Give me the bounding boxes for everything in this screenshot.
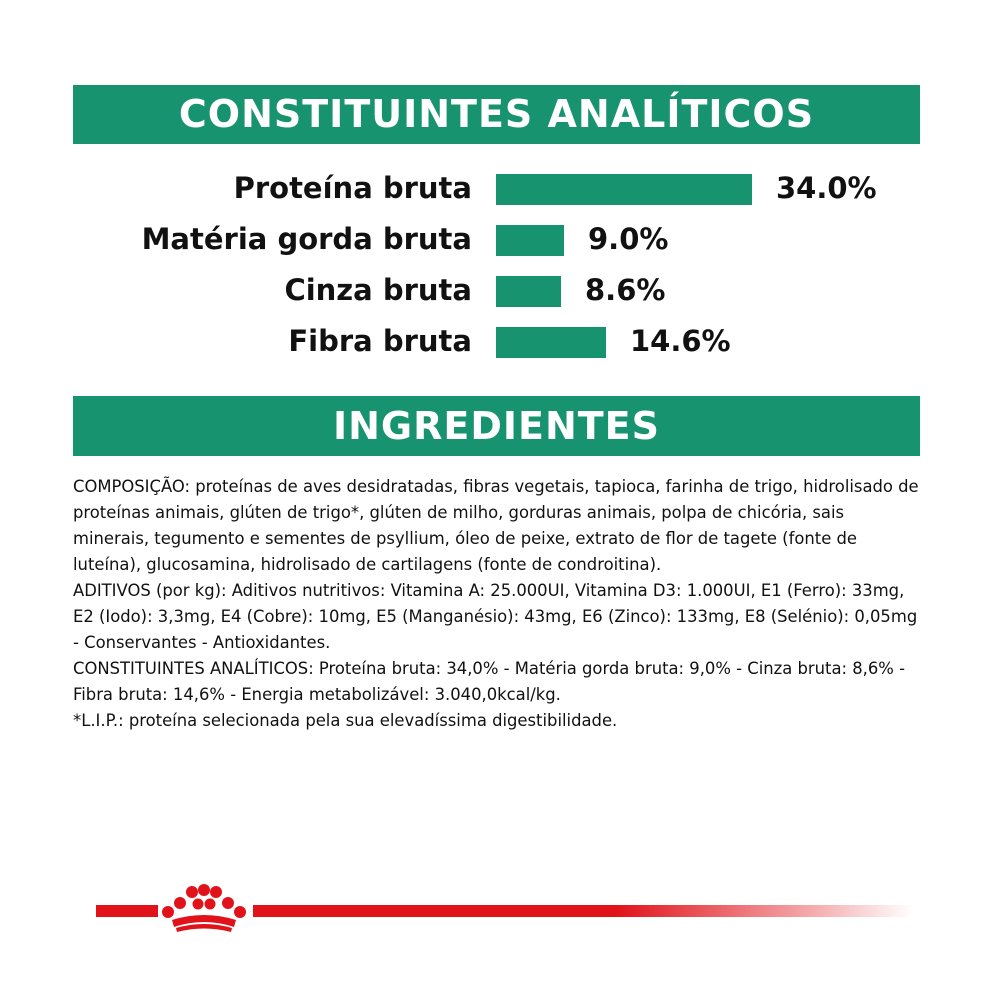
analytical-constituents-paragraph: CONSTITUINTES ANALÍTICOS: Proteína bruta: 34,0% - Matéria gorda bruta: 9,0% - Cinza bruta: 8,6% - Fibra bruta: 14,6% - Energia metabolizável: 3.040,0kcal/kg. — [73, 659, 906, 704]
analytical-constituents-banner — [73, 85, 920, 144]
bar-value-label: 9.0% — [588, 222, 669, 256]
royal-canin-crown-icon — [158, 884, 250, 934]
bar-label: Cinza bruta — [284, 273, 472, 307]
bar — [496, 327, 606, 358]
bar — [496, 276, 561, 307]
bar-label: Proteína bruta — [233, 171, 472, 205]
bar-value-label: 14.6% — [630, 324, 731, 358]
lip-footnote: *L.I.P.: proteína selecionada pela sua elevadíssima digestibilidade. — [73, 711, 618, 730]
ingredients-text — [73, 474, 923, 734]
footer-red-line-left — [96, 905, 158, 917]
bar-label: Matéria gorda bruta — [141, 222, 472, 256]
bar-value-label: 8.6% — [585, 273, 666, 307]
bar-value-label: 34.0% — [776, 171, 877, 205]
analytical-constituents-title: CONSTITUINTES ANALÍTICOS — [178, 92, 815, 136]
bar — [496, 225, 564, 256]
additives-paragraph: ADITIVOS (por kg): Aditivos nutritivos: Vitamina A: 25.000UI, Vitamina D3: 1.000UI, E1 (Ferro): 33mg, E2 (Iodo): 3,3mg, E4 (Cobre): 10mg, E5 (Manganésio): 43mg, E6 (Zinco): 133mg, E8 (Selénio): 0,05mg - Conservantes - Antioxidantes. — [73, 581, 918, 652]
nutrient-bar-chart — [0, 160, 1000, 370]
bar-label: Fibra bruta — [288, 324, 472, 358]
ingredients-banner — [73, 396, 920, 456]
composition-paragraph: COMPOSIÇÃO: proteínas de aves desidratadas, fibras vegetais, tapioca, farinha de trigo, hidrolisado de proteínas animais, glúten de trigo*, glúten de milho, gorduras animais, polpa de chicória, sais minerais, tegumento e sementes de psyllium, óleo de peixe, extrato de flor de tagete (fonte de luteína), glucosamina, hidrolisado de cartilagens (fonte de condroitina). — [73, 477, 919, 574]
bar — [496, 174, 752, 205]
ingredients-title: INGREDIENTES — [332, 404, 661, 448]
footer-red-line-right — [253, 905, 913, 917]
